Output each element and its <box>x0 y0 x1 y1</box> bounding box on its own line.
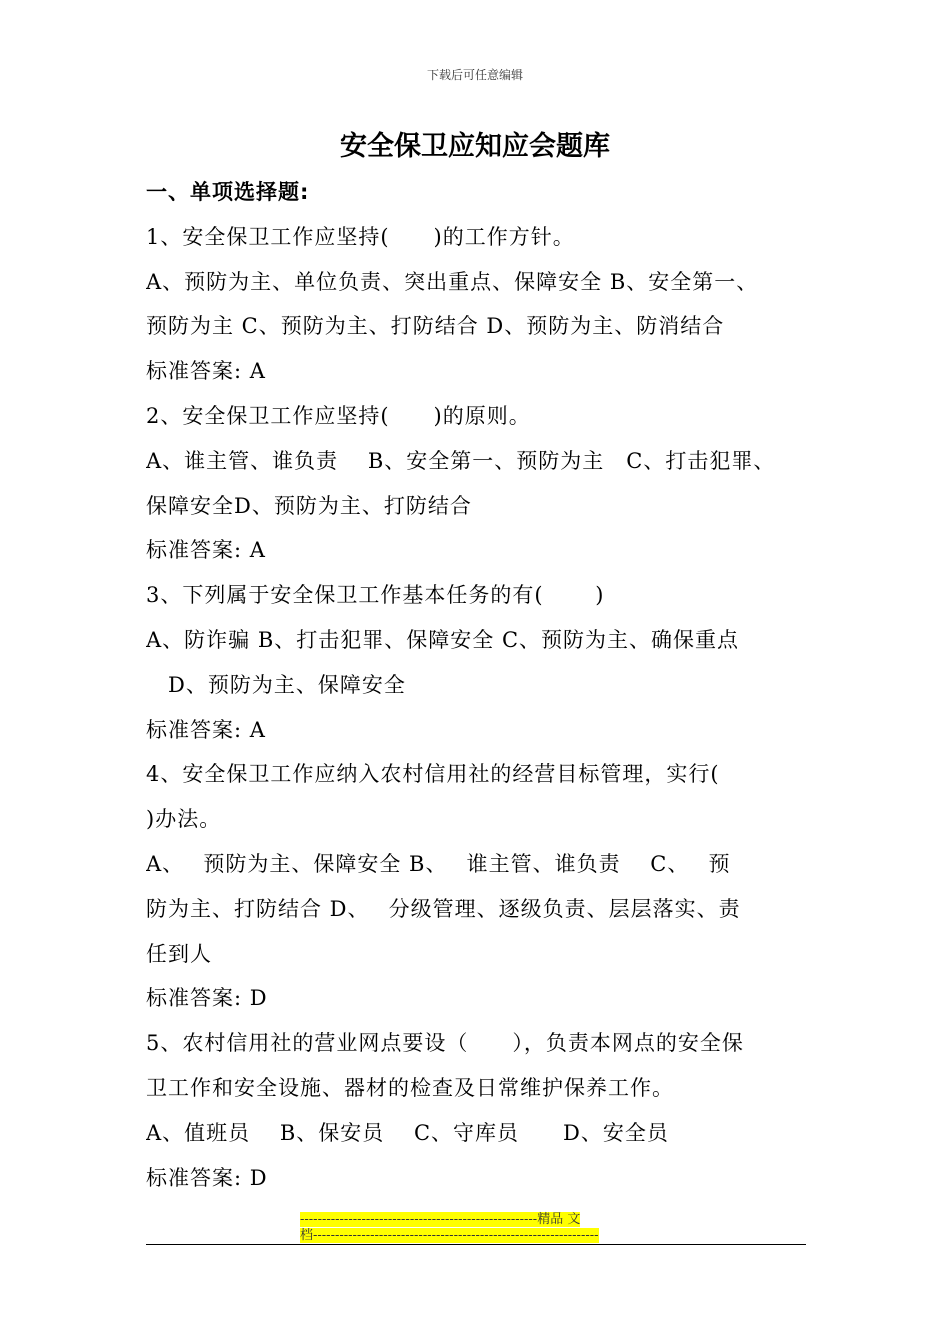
document-title: 安全保卫应知应会题库 <box>340 131 610 162</box>
question-1-options-line-1: A、预防为主、单位负责、突出重点、保障安全 B、安全第一、 <box>146 269 759 294</box>
question-3-options-line-2: D、预防为主、保障安全 <box>146 672 406 697</box>
footer-watermark <box>300 1212 650 1244</box>
footer-line-2: 档----------------------------------------------------------------- <box>300 1228 599 1243</box>
question-2-options-line-1: A、谁主管、谁负责 B、安全第一、预防为主 C、打击犯罪、 <box>146 448 776 473</box>
question-list <box>146 170 811 1200</box>
question-1-answer: 标准答案: A <box>146 359 266 384</box>
question-4-options-line-2: 防为主、打防结合 D、 分级管理、逐级负责、层层落实、责 <box>146 896 741 921</box>
footer-divider <box>146 1244 806 1245</box>
question-5-stem-line-2: 卫工作和安全设施、器材的检查及日常维护保养工作。 <box>146 1075 674 1100</box>
question-4-options-line-1: A、 预防为主、保障安全 B、 谁主管、谁负责 C、 预 <box>146 851 731 876</box>
question-3-options-line-1: A、防诈骗 B、打击犯罪、保障安全 C、预防为主、确保重点 <box>146 627 740 652</box>
question-5-options: A、值班员 B、保安员 C、守库员 D、安全员 <box>146 1120 669 1145</box>
footer-line-1: ------------------------------------------------------精品 文 <box>300 1212 581 1227</box>
header-note: 下载后可任意编辑 <box>426 68 523 82</box>
question-5-stem-line-1: 5、农村信用社的营业网点要设（ ），负责本网点的安全保 <box>146 1031 744 1056</box>
question-3-stem: 3、下列属于安全保卫工作基本任务的有( ) <box>146 583 605 608</box>
section-heading: 一、单项选择题: <box>146 180 310 204</box>
question-1-stem: 1、安全保卫工作应坚持( )的工作方针。 <box>146 224 575 249</box>
question-2-options-line-2: 保障安全D、预防为主、打防结合 <box>146 493 472 518</box>
question-4-stem-line-2: )办法。 <box>146 807 222 832</box>
question-2-answer: 标准答案: A <box>146 538 266 563</box>
question-1-options-line-2: 预防为主 C、预防为主、打防结合 D、预防为主、防消结合 <box>146 314 725 339</box>
question-2-stem: 2、安全保卫工作应坚持( )的原则。 <box>146 403 531 428</box>
question-4-stem-line-1: 4、安全保卫工作应纳入农村信用社的经营目标管理，实行( <box>146 762 720 787</box>
question-4-options-line-3: 任到人 <box>146 941 212 966</box>
question-4-answer: 标准答案: D <box>146 986 268 1011</box>
question-5-answer: 标准答案: D <box>146 1165 268 1190</box>
question-3-answer: 标准答案: A <box>146 717 266 742</box>
